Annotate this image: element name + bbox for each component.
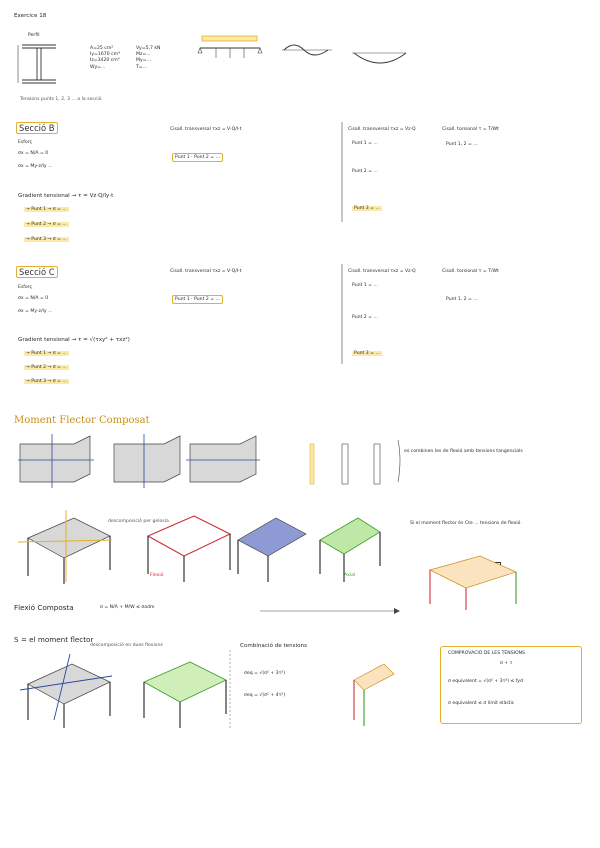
- slab-sketches: [14, 500, 384, 590]
- section-b-right-title: Cisall. transversal τxz = Vz·Q: [348, 127, 416, 132]
- criterion-line-1: σ equivalent = √(σ² + 3τ²) ≤ fyd: [448, 679, 523, 684]
- section-c-bending-p1: → Punt 1 → σ = ...: [26, 351, 67, 356]
- section-b-torsion-p: Punt 1, 2 = ...: [446, 142, 478, 147]
- flexio-sketches: [14, 430, 404, 490]
- exercise-label: Exercice 18: [14, 13, 47, 19]
- section-b-divider: [340, 122, 344, 222]
- section-c-shear-p: Punt 1 · Punt 2 = ...: [172, 298, 223, 303]
- section-c-bending-p2: → Punt 2 → σ = ...: [26, 365, 67, 370]
- section-c-right-p1: Punt 1 = ...: [352, 283, 378, 288]
- flexio-title: Moment Flector Composat: [14, 415, 150, 426]
- section-b-bending-p2: → Punt 2 → σ = ...: [26, 222, 67, 227]
- slab-axial-label: Axial: [344, 573, 356, 578]
- criterion-box: [440, 646, 582, 724]
- section-b-normal-2: σx = My·z/Iy ...: [18, 164, 53, 169]
- criterion-title: COMPROVACIÓ DE LES TENSIONS: [448, 651, 525, 656]
- section-c-axial-label: Esforç: [18, 285, 33, 290]
- compound-arrow: [260, 608, 400, 614]
- slab-3d-right: [420, 550, 520, 610]
- section-b-right-p3: Punt 3 = ...: [354, 206, 380, 211]
- section-c-right-p2: Punt 2 = ...: [352, 315, 378, 320]
- profile-sketch: [14, 35, 84, 95]
- slab-note-2: Flexió: [150, 573, 164, 578]
- section-b-right-p2: Punt 2 = ...: [352, 169, 378, 174]
- section-c-right-title: Cisall. transversal τxz = Vz·Q: [348, 269, 416, 274]
- section-c-normal-1: σx = N/A = 0: [18, 296, 49, 301]
- section-c-bending-p3: → Punt 3 → σ = ...: [26, 379, 67, 384]
- criterion-sub: σ + τ: [500, 661, 513, 666]
- section-c-divider: [340, 264, 344, 364]
- combined-title: S = el moment flector: [14, 635, 94, 644]
- section-c-normal-2: σx = My·z/Iy ...: [18, 309, 53, 314]
- section-c-right-p3: Punt 3 = ...: [354, 351, 380, 356]
- section-b-right-p1: Punt 1 = ...: [352, 141, 378, 146]
- section-b-bending-p1: → Punt 1 → σ = ...: [26, 207, 67, 212]
- deflection-diagram: [350, 35, 410, 75]
- section-b-bending-p3: → Punt 3 → σ = ...: [26, 237, 67, 242]
- profile-label: Perfil: [28, 33, 40, 38]
- moment-diagram: [280, 35, 335, 75]
- section-b-normal-1: σx = N/A = 0: [18, 151, 49, 156]
- flexio-note: es combinen les de flexió amb tensions tangencials: [404, 449, 523, 454]
- points-note: Tensions punts 1, 2, 3 ... a la secció: [20, 97, 102, 102]
- section-b-title: Secció B: [16, 122, 58, 134]
- profile-dims: A=25 cm² Iy=1670 cm⁴ Iz=3420 cm⁴ Wy=...: [90, 46, 120, 70]
- section-b-shear-p: Punt 1 · Punt 2 = ...: [172, 156, 223, 161]
- section-c-torsion-title: Cisall. torsional τ = T/Wt: [442, 269, 499, 274]
- compound-formula: σ = N/A + M/W ≤ σadm: [100, 605, 155, 610]
- section-b-bending-title: Gradient tensional → τ = Vz·Q/Iy·t: [18, 193, 114, 199]
- slab-note-1: descomposició per gelosia: [108, 519, 169, 524]
- section-c-title: Secció C: [16, 266, 58, 278]
- slab-note-3: Si el moment flector és Cte ... tensions de flexió: [410, 521, 521, 526]
- combined-sketches: [14, 650, 394, 730]
- combined-eq1: σeq = √(σ² + 3τ²): [244, 671, 285, 676]
- beam-diagram: [196, 28, 266, 73]
- compound-title: Flexió Composta: [14, 603, 74, 612]
- combined-note: descomposició en dues flexions: [90, 643, 163, 648]
- section-c-bending-title: Gradient tensional → τ = √(τxy² + τxz²): [18, 337, 130, 343]
- section-b-torsion-title: Cisall. torsional τ = T/Wt: [442, 127, 499, 132]
- profile-values: Vy=5,7 kN Mz=... My=... T=...: [136, 46, 161, 70]
- section-b-axial-label: Esforç: [18, 140, 33, 145]
- section-c-shear-title: Cisall. transversal τxz = V·Q/I·t: [170, 269, 242, 274]
- combined-eq2: σeq = √(σ² + 4τ²): [244, 693, 285, 698]
- combined-center-title: Combinació de tensions: [240, 643, 307, 649]
- criterion-line-2: σ equivalent ≤ σ límit elàstic: [448, 701, 515, 706]
- section-b-shear-title: Cisall. transversal τxz = V·Q/I·t: [170, 127, 242, 132]
- section-c-torsion-p: Punt 1, 2 = ...: [446, 297, 478, 302]
